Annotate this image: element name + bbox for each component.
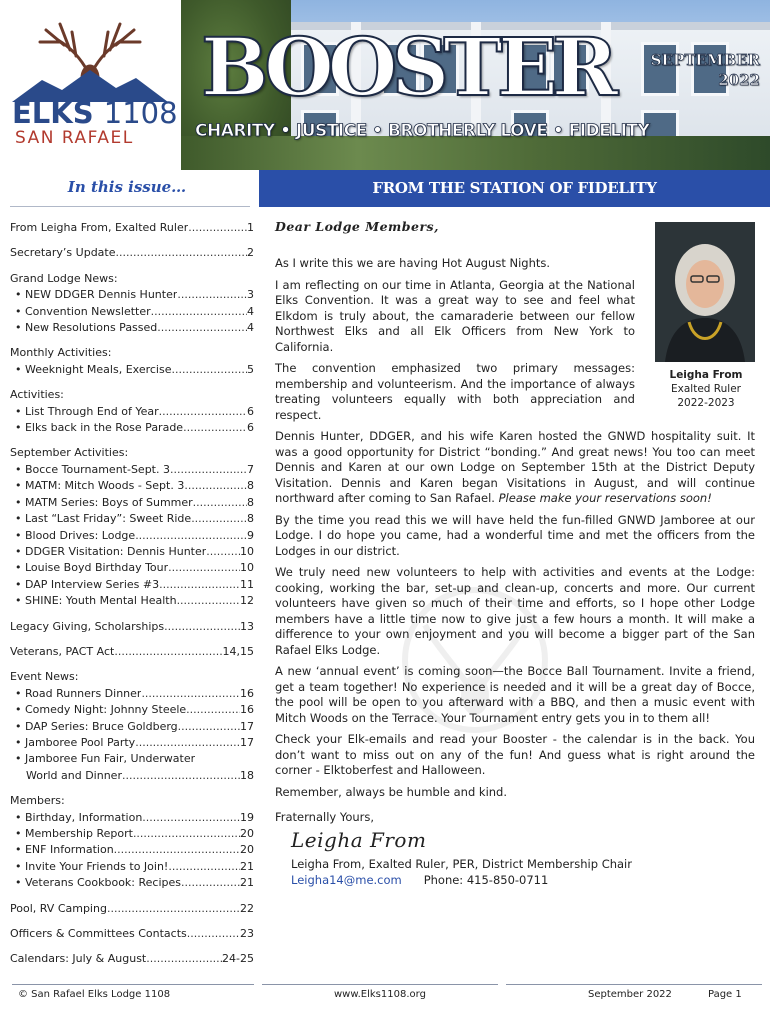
toc-entry[interactable]: [10, 926, 254, 942]
toc-leader-dots: [159, 404, 247, 420]
toc-group: [10, 644, 254, 660]
toc-page-number: 7: [247, 462, 254, 476]
toc-page-number: 16: [240, 686, 254, 700]
logo-elks-text: ELKS 1108: [12, 96, 178, 130]
toc-page-number: 8: [247, 512, 254, 526]
toc-leader-dots: [177, 593, 240, 609]
toc-page-number: 10: [240, 544, 254, 558]
toc-entry[interactable]: [10, 593, 254, 609]
toc-group: [10, 387, 254, 436]
page-footer: [0, 984, 770, 1024]
toc-leader-dots: [171, 362, 247, 378]
toc-entry[interactable]: [10, 528, 254, 544]
toc-leader-dots: [107, 901, 240, 917]
toc-entry-title: • NEW DDGER Dennis Hunter: [15, 288, 178, 302]
letter-paragraph: I am reflecting on our time in Atlanta, Georgia at the National Elks Convention. It was a great way to see and feel what Elkdom is truly about, the camaraderie between our fellow Northwest Elks and all Elk Officers from New York to California.: [275, 277, 635, 354]
issue-year: 2022: [718, 71, 760, 89]
toc-page-number: 23: [240, 927, 254, 941]
toc-entry[interactable]: [10, 702, 254, 718]
toc-page-number: 4: [247, 304, 254, 318]
letter-paragraph: We truly need new volunteers to help with activities and events at the Lodge: cooking, working the bar, set-up and clean-up, concerts and more. Our current volunteers have given so much of their time and efforts, so I hope other Lodge members have a little time now to give just a few hours a month. It will make a difference to your own enjoyment and you will become a bigger part of the San Rafael Elks Lodge.: [275, 565, 755, 657]
toc-leader-dots: [193, 495, 247, 511]
toc-entry[interactable]: [10, 875, 254, 891]
toc-leader-dots: [184, 478, 247, 494]
toc-entry-title: • MATM Series: Boys of Summer: [15, 495, 193, 509]
newsletter-title: BOOSTER: [201, 20, 613, 114]
toc-entry-title: • ENF Information: [15, 843, 114, 857]
toc-entry-title: • DAP Series: Bruce Goldberg: [15, 719, 178, 733]
toc-heading: Members:: [10, 794, 65, 808]
toc-entry[interactable]: [10, 842, 254, 858]
toc-leader-dots: [135, 735, 240, 751]
signer-line: Leigha From, Exalted Ruler, PER, District Membership Chair: [291, 857, 632, 871]
toc-page-number: 20: [240, 843, 254, 857]
toc-entry-title: • DDGER Visitation: Dennis Hunter: [15, 544, 207, 558]
toc-entry-title: • Veterans Cookbook: Recipes: [15, 876, 181, 890]
toc-leader-dots: [206, 544, 240, 560]
toc-entry[interactable]: [10, 735, 254, 751]
toc-leader-dots: [114, 644, 222, 660]
toc-entry[interactable]: [10, 287, 254, 303]
toc-entry-title: • DAP Interview Series #3: [15, 577, 160, 591]
toc-leader-dots: [170, 462, 247, 478]
signature: Leigha From: [291, 828, 427, 852]
toc-leader-dots: [122, 768, 240, 784]
toc-entry-title: Legacy Giving, Scholarships: [10, 619, 165, 633]
toc-entry[interactable]: [10, 901, 254, 917]
toc-entry[interactable]: [10, 462, 254, 478]
toc-entry[interactable]: [10, 951, 254, 967]
toc-page-number: 20: [240, 827, 254, 840]
tagline: CHARITY • JUSTICE • BROTHERLY LOVE • FIDELITY: [195, 121, 650, 141]
reservation-note: Please make your reservations soon!: [498, 491, 712, 505]
toc-leader-dots: [157, 320, 247, 336]
signer-block: [275, 856, 755, 888]
letter-paragraph: Dennis Hunter, DDGER, and his wife Karen hosted the GNWD hospitality suit. It was a good opportunity for District “bonding.” And great news! You too can meet Dennis and Karen at our own Lodge on September 15th at the District Deputy Visitation. Dennis and Karen began Visitations in August, and will continue northward after coming to San Rafael. Please make your reservations soon!: [275, 429, 755, 505]
toc-entry-title: Pool, RV Camping: [10, 901, 107, 915]
toc-group: [10, 951, 254, 967]
toc-entry[interactable]: [10, 826, 254, 842]
toc-entry-title: • Blood Drives: Lodge: [15, 528, 136, 542]
toc-entry[interactable]: [10, 719, 254, 735]
toc-leader-dots: [188, 220, 247, 236]
toc-page-number: 3: [247, 288, 254, 302]
toc-entry-title: • Road Runners Dinner: [15, 686, 142, 700]
toc-entry-title: • List Through End of Year: [15, 404, 159, 418]
toc-leader-dots: [177, 287, 247, 303]
toc-entry-title: Veterans, PACT Act: [10, 644, 115, 658]
toc-title: In this issue…: [67, 178, 187, 196]
toc-entry[interactable]: [10, 544, 254, 560]
toc-entry-title: • Convention Newsletter: [15, 304, 151, 318]
letter-body: [275, 219, 755, 888]
toc-entry-title: • Last “Last Friday”: Sweet Ride: [15, 512, 192, 526]
toc-leader-dots: [187, 926, 240, 942]
issue-date: [651, 50, 760, 90]
elks-logo: [0, 0, 180, 170]
toc-heading: Monthly Activities:: [10, 346, 112, 360]
toc-heading: Event News:: [10, 670, 79, 684]
toc-leader-dots: [114, 842, 240, 858]
letter-paragraph: The convention emphasized two primary messages: membership and volunteerism. And the importance of always treating volunteers equally with both appreciation and respect.: [275, 361, 635, 422]
toc-page-number: 17: [240, 719, 254, 733]
toc-page-number: 2: [247, 246, 254, 260]
toc-entry-title: • New Resolutions Passed: [15, 321, 158, 335]
toc-entry[interactable]: [10, 304, 254, 320]
toc-entry-title: • MATM: Mitch Woods - Sept. 3: [15, 479, 185, 493]
toc-entry[interactable]: [10, 560, 254, 576]
logo-subtitle: SAN RAFAEL: [15, 128, 134, 148]
toc-page-number: 8: [247, 495, 254, 509]
toc-entry-title: Officers & Committees Contacts: [10, 927, 187, 941]
toc-entry-title: Calendars: July & August: [10, 952, 147, 966]
toc-entry-title: • Elks back in the Rose Parade: [15, 421, 184, 435]
section-header-bar: [259, 170, 770, 207]
letter-paragraph: As I write this we are having Hot August Nights.: [275, 256, 551, 270]
toc-entry[interactable]: [10, 245, 254, 261]
section-title: FROM THE STATION OF FIDELITY: [372, 179, 657, 197]
toc-leader-dots: [151, 304, 247, 320]
toc-page-number: 22: [240, 901, 254, 915]
toc-entry[interactable]: [10, 686, 254, 702]
toc-leader-dots: [116, 245, 248, 261]
footer-website[interactable]: www.Elks1108.org: [334, 989, 426, 1000]
toc-entry[interactable]: [10, 478, 254, 494]
toc-leader-dots: [183, 420, 247, 436]
greenery-image: [181, 136, 770, 170]
toc-entry-title: • SHINE: Youth Mental Health: [15, 594, 177, 608]
toc-entry[interactable]: [10, 577, 254, 593]
toc-page-number: 4: [247, 321, 254, 335]
header-banner: [181, 0, 770, 170]
toc-entry-title: Secretary’s Update: [10, 246, 116, 260]
toc-page-number: 21: [240, 876, 254, 890]
toc-entry[interactable]: [10, 859, 254, 875]
toc-leader-dots: [133, 826, 240, 842]
toc-entry[interactable]: [10, 644, 254, 660]
toc-page-number: 18: [240, 768, 254, 782]
toc-page-number: 5: [247, 362, 254, 376]
footer-page-number: Page 1: [708, 989, 742, 1000]
toc-page-number: 21: [240, 859, 254, 873]
caption-years: 2022-2023: [677, 397, 735, 409]
toc-group: [10, 271, 254, 337]
toc-entry[interactable]: [10, 768, 254, 784]
toc-group: [10, 619, 254, 635]
toc-group: [10, 926, 254, 942]
toc-group: [10, 345, 254, 378]
toc-page-number: 6: [247, 421, 254, 435]
toc-leader-dots: [146, 951, 222, 967]
toc-entry[interactable]: [10, 511, 254, 527]
toc-page-number: 9: [247, 528, 254, 542]
toc-group: [10, 793, 254, 891]
toc-entry[interactable]: [10, 495, 254, 511]
toc-leader-dots: [191, 511, 247, 527]
toc-page-number: 13: [240, 619, 254, 633]
toc-entry-title: World and Dinner: [26, 768, 122, 782]
toc-page-number: 19: [240, 810, 254, 824]
toc-group: [10, 245, 254, 261]
toc-leader-dots: [168, 859, 240, 875]
toc-page-number: 1: [247, 221, 254, 234]
toc-entry-title: • Membership Report: [15, 827, 133, 840]
caption-role: Exalted Ruler: [671, 383, 741, 395]
toc-page-number: 11: [240, 577, 254, 591]
footer-copyright: © San Rafael Elks Lodge 1108: [18, 989, 171, 1000]
toc-entry-title: • Jamboree Pool Party: [15, 735, 136, 749]
toc-page-number: 12: [240, 594, 254, 608]
toc-divider: [10, 206, 250, 207]
table-of-contents: [0, 170, 254, 980]
toc-group: [10, 220, 254, 236]
toc-entry-title: • Louise Boyd Birthday Tour: [15, 561, 169, 575]
toc-page-number: 14,15: [222, 644, 254, 658]
toc-entry-title: From Leigha From, Exalted Ruler: [10, 221, 189, 234]
toc-page-number: 10: [240, 561, 254, 575]
toc-entry[interactable]: [10, 320, 254, 336]
toc-list: [10, 220, 254, 977]
toc-leader-dots: [141, 686, 240, 702]
toc-leader-dots: [142, 810, 240, 826]
toc-entry-title: • Bocce Tournament-Sept. 3: [15, 462, 170, 476]
footer-date: September 2022: [588, 989, 672, 1000]
toc-page-number: 6: [247, 404, 254, 418]
toc-entry-title: • Invite Your Friends to Join!: [15, 859, 169, 873]
toc-entry-title: • Birthday, Information: [15, 810, 143, 824]
email-link[interactable]: Leigha14@me.com: [291, 873, 402, 887]
toc-leader-dots: [168, 560, 240, 576]
toc-group: [10, 445, 254, 609]
toc-heading: Activities:: [10, 388, 64, 402]
toc-entry[interactable]: [10, 404, 254, 420]
phone-number: Phone: 415-850-0711: [423, 873, 549, 887]
toc-leader-dots: [186, 702, 240, 718]
toc-page-number: 16: [240, 703, 254, 717]
toc-entry[interactable]: [10, 810, 254, 826]
toc-page-number: 24-25: [222, 952, 254, 966]
toc-entry[interactable]: [10, 420, 254, 436]
caption-name: Leigha From: [669, 369, 743, 381]
toc-leader-dots: [178, 719, 240, 735]
toc-heading: September Activities:: [10, 446, 129, 460]
letter-paragraph: Check your Elk-emails and read your Booster - the calendar is in the back. You don’t want to miss out on any of the fun! And guess what is right around the corner - Elktoberfest and Halloween.: [275, 732, 755, 777]
toc-entry-title: • Jamboree Fun Fair, Underwater: [15, 752, 196, 766]
toc-group: [10, 669, 254, 784]
toc-leader-dots: [164, 619, 240, 635]
letter-paragraph: A new ‘annual event’ is coming soon—the Bocce Ball Tournament. Invite a friend, get a team together! No experience is needed and it will be a great day of Bocce, the pool will be open to you afterward with a BBQ, and then a music event with Mitch Woods on the Terrace. Your Tournament entry gets you in to them all!: [275, 664, 755, 725]
toc-page-number: 17: [240, 735, 254, 749]
toc-leader-dots: [181, 875, 240, 891]
toc-entry-title: • Weeknight Meals, Exercise: [15, 362, 172, 376]
toc-entry[interactable]: [10, 619, 254, 635]
toc-leader-dots: [159, 577, 240, 593]
toc-heading: Grand Lodge News:: [10, 271, 118, 285]
letter-paragraph: By the time you read this we will have held the fun-filled GNWD Jamboree at our Lodge. I do hope you came, had a wonderful time and met the officers from the Lodges in our district.: [275, 512, 755, 558]
letter-paragraph: Remember, always be humble and kind.: [275, 784, 508, 799]
toc-leader-dots: [135, 528, 247, 544]
toc-entry[interactable]: [10, 751, 254, 767]
letter-closing: Fraternally Yours,: [275, 810, 375, 824]
toc-entry-title: • Comedy Night: Johnny Steele: [15, 703, 187, 717]
toc-entry[interactable]: [10, 362, 254, 378]
toc-group: [10, 901, 254, 917]
toc-page-number: 8: [247, 479, 254, 493]
issue-month: SEPTEMBER: [650, 51, 760, 69]
letter-salutation: Dear Lodge Members,: [275, 219, 439, 234]
toc-entry[interactable]: [10, 220, 254, 236]
